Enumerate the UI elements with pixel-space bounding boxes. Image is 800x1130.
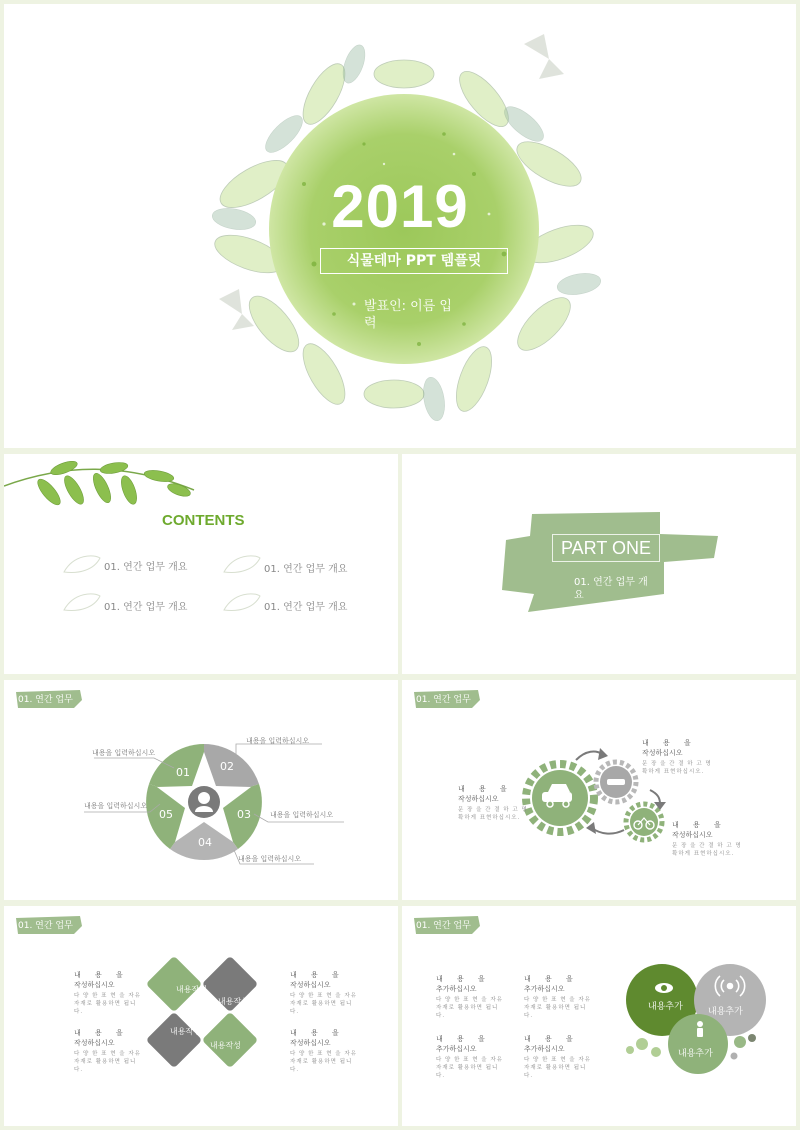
cover-subtitle: 식물테마 PPT 템플릿 <box>320 248 508 274</box>
text-block: 내 용 을 작성하십시오 다 양 한 표 현 을 자유자재로 활용하면 됩니다. <box>290 1029 357 1073</box>
tile-label: 내용작성 <box>218 997 249 1006</box>
toc-item[interactable]: 01. 연간 업무 개요 <box>104 562 188 573</box>
section-tag: 01. 연간 업무 <box>18 921 73 931</box>
text-block: 내 용 을 작성하십시오 다 양 한 표 현 을 자유자재로 활용하면 됩니다. <box>74 1029 141 1073</box>
text-block: 내 용 을 작성하십시오 문 장 을 간 결 하 고 명확하게 표현하십시오. <box>458 785 528 821</box>
text-block: 내 용 을 작성하십시오 문 장 을 간 결 하 고 명확하게 표현하십시오. <box>642 739 712 775</box>
cover-year-title: 2019 <box>331 173 469 240</box>
text-block: 내 용 을 작성하십시오 다 양 한 표 현 을 자유자재로 활용하면 됩니다. <box>290 971 357 1015</box>
segment-label: 05 <box>159 808 173 821</box>
text-block: 내 용 을 추가하십시오 다 양 한 표 현 을 자유자재로 활용하면 됩니다. <box>436 975 503 1019</box>
text-block: 내 용 을 추가하십시오 다 양 한 표 현 을 자유자재로 활용하면 됩니다. <box>436 1035 503 1079</box>
circle-label: 내용추가 <box>678 1049 713 1059</box>
part-title: PART ONE <box>552 534 660 562</box>
circle-label: 내용추가 <box>708 1007 743 1017</box>
gears-slide[interactable] <box>402 680 796 900</box>
callout-text: 내용을 입력하십시오 <box>246 737 310 745</box>
brush-stroke-banner <box>402 454 796 674</box>
callout-text: 내용을 입력하십시오 <box>238 855 302 863</box>
tile-label: 내용작성 <box>176 985 207 994</box>
section-tag: 01. 연간 업무 <box>416 921 471 931</box>
contents-title: CONTENTS <box>162 512 245 529</box>
gear-icon <box>526 764 594 832</box>
eye-icon <box>655 983 673 993</box>
section-tag: 01. 연간 업무 <box>18 695 73 705</box>
segment-label: 03 <box>237 808 251 821</box>
cover-slide[interactable] <box>4 4 796 448</box>
callout-text: 내용을 입력하십시오 <box>92 749 156 757</box>
contents-slide[interactable] <box>4 454 398 674</box>
text-block: 내 용 을 작성하십시오 다 양 한 표 현 을 자유자재로 활용하면 됩니다. <box>74 971 141 1015</box>
toc-item[interactable]: 01. 연간 업무 개요 <box>104 602 188 613</box>
text-block: 내 용 을 추가하십시오 다 양 한 표 현 을 자유자재로 활용하면 됩니다. <box>524 1035 591 1079</box>
segment-label: 01 <box>176 766 190 779</box>
person-icon <box>697 1021 703 1037</box>
callout-text: 내용을 입력하십시오 <box>84 802 148 810</box>
text-block: 내 용 을 작성하십시오 문 장 을 간 결 하 고 명확하게 표현하십시오. <box>672 821 742 857</box>
segment-label: 04 <box>198 836 212 849</box>
diamond-tile <box>146 1012 203 1069</box>
tile-label: 내용작성 <box>210 1041 241 1050</box>
diamond-slide[interactable] <box>4 906 398 1126</box>
callout-text: 내용을 입력하십시오 <box>270 811 334 819</box>
star-diagram-slide[interactable] <box>4 680 398 900</box>
circle-label: 내용추가 <box>648 1002 683 1012</box>
part-subtitle: 01. 연간 업무 개요 <box>574 577 648 601</box>
part-one-slide[interactable] <box>402 454 796 674</box>
gear-icon <box>596 762 636 802</box>
diamond-tiles-diagram <box>4 906 398 1126</box>
circles-slide[interactable] <box>402 906 796 1126</box>
toc-item[interactable]: 01. 연간 업무 개요 <box>264 564 348 575</box>
gear-icon <box>626 804 662 840</box>
star-cycle-diagram <box>4 680 398 900</box>
section-tag: 01. 연간 업무 <box>416 695 471 705</box>
tile-label: 내용작성 <box>170 1027 201 1036</box>
text-block: 내 용 을 추가하십시오 다 양 한 표 현 을 자유자재로 활용하면 됩니다. <box>524 975 591 1019</box>
toc-item[interactable]: 01. 연간 업무 개요 <box>264 602 348 613</box>
cover-presenter: 발표인: 이름 입력 <box>364 299 452 331</box>
segment-label: 02 <box>220 760 234 773</box>
